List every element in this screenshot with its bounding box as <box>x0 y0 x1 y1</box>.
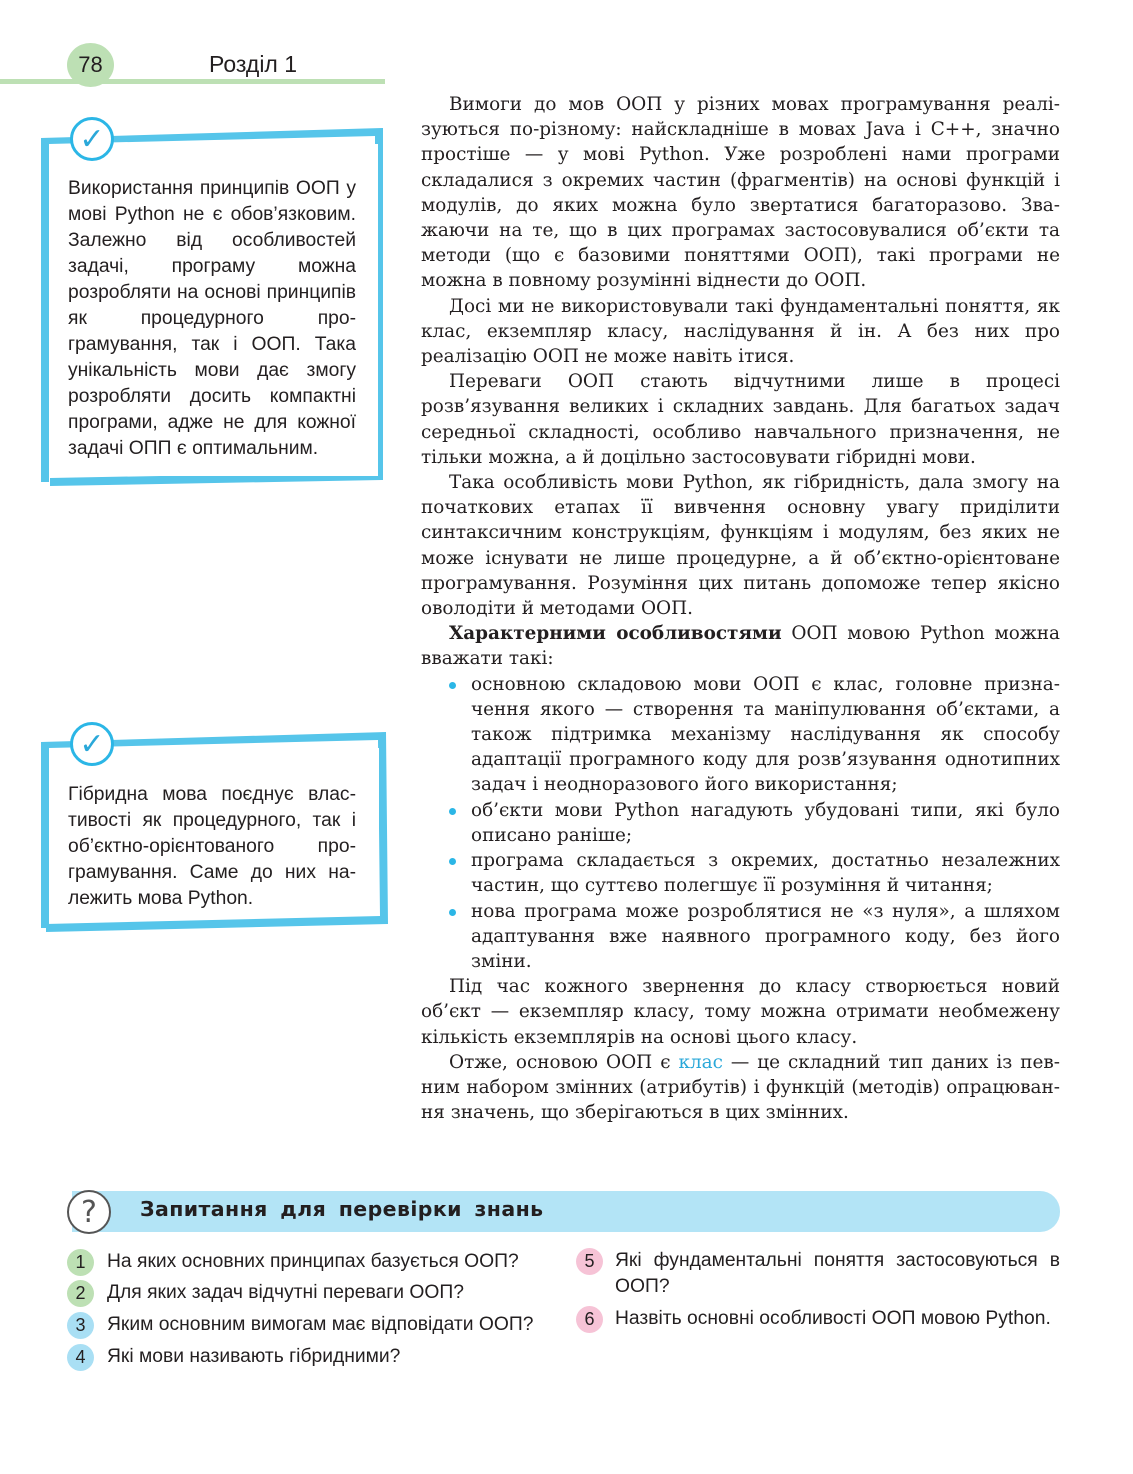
question-text: Яким основним вимогам має відповідати ООП? <box>107 1314 534 1335</box>
paragraph-end: — це складний тип даних із певним набором змінних (атрибутів) і функцій (методів) опрацювання значень, що зберігаються в цих змінних. <box>421 1051 1060 1124</box>
question-text: Які мови називають гібридними? <box>107 1346 401 1367</box>
features-list <box>421 672 1060 974</box>
questions-title: Запитання для перевірки знань <box>140 1197 544 1221</box>
question-text: На яких основних принципах базується ООП? <box>107 1251 519 1272</box>
check-icon: ✓ <box>70 722 114 766</box>
paragraph-rest: ООП мовою Python можна вважати такі: <box>421 623 1061 670</box>
question-number: 5 <box>576 1248 603 1275</box>
check-icon: ✓ <box>70 117 114 161</box>
question-number: 4 <box>67 1344 94 1371</box>
paragraph: Вимоги до мов ООП у різних мовах програмування реалізуються по-різному: найскладніше в мовах Java і C++, значно простіше — у мові Python. Уже розроблені нами програми складалися з окремих частин (фрагментів) на основі функцій і модулів, до яких можна було звертатися багаторазово. Зважаючи на те, що в цих програмах застосовувалися об’єкти та методи (що є базовими поняттями ООП), такі програми не можна в повному розумінні віднести до ООП. <box>421 94 1060 292</box>
note-text-2: Гібридна мова поєднує властивості як процедурного, так і об’єктно-орієнтованого програмування. Саме до них належить мова Python. <box>68 784 356 909</box>
paragraph: Під час кожного звернення до класу створюється новий об’єкт — екземпляр класу, тому можна отримати необмежену кількість екземплярів на основі цього класу. <box>421 976 1060 1048</box>
note-text-1: Використання принципів ООП у мові Python не є обов’язковим. Залежно від особливостей задачі, програму можна розробляти на основі принципів як процедурного програмування, так і ООП. Така унікальність мови дає змогу розробляти досить компактні програми, адже не для кожної задачі ОПП є оптимальним. <box>68 178 356 459</box>
question-text: Які фундаментальні поняття застосовуються в ООП? <box>615 1250 1060 1297</box>
paragraph <box>421 1050 1060 1126</box>
question-number: 6 <box>576 1306 603 1333</box>
paragraph-start: Отже, основою ООП є <box>449 1051 679 1073</box>
list-item: основною складовою мови ООП є клас, головне призначення якого — створення та маніпулювання об’єктами, а також підтримка механізму наслідування як способу адаптації програмного коду для розв’язування однотипних задач і неодноразового його використання; <box>471 672 1060 798</box>
question-number: 3 <box>67 1312 94 1339</box>
question-text: Назвіть основні особливості ООП мовою Python. <box>615 1308 1051 1329</box>
header-rule <box>0 79 385 84</box>
page-number: 78 <box>67 43 114 87</box>
question-icon: ? <box>67 1190 111 1234</box>
bold-term: Характерними особливостями <box>449 623 782 645</box>
paragraph: Така особливість мови Python, як гібридність, дала змогу на початкових етапах її вивчення основну увагу приділити синтаксичним конструкціям, функціям і модулям, без яких не може існувати не лише процедурне, а й об’єктно-орієнтоване програмування. Розуміння цих питань допоможе тепер якісно оволодіти й методами ООП. <box>421 472 1060 620</box>
list-item: нова програма може розроблятися не «з нуля», а шляхом адаптування вже наявного програмного коду, без його зміни. <box>471 899 1060 975</box>
paragraph: Переваги ООП стають відчутними лише в процесі розв’язування великих і складних завдань. Для багатьох задач середньої складності, особливо навчального призначення, не тільки можна, а й доцільно застосовувати гібридні мови. <box>421 371 1060 468</box>
question-text: Для яких задач відчутні переваги ООП? <box>107 1282 464 1303</box>
list-item: об’єкти мови Python нагадують убудовані типи, які було описано раніше; <box>471 798 1060 848</box>
question-number: 1 <box>67 1249 94 1276</box>
term-class: клас <box>678 1051 723 1073</box>
list-item: програма складається з окремих, достатньо незалежних частин, що суттєво полегшує її розуміння й читання; <box>471 848 1060 898</box>
question-number: 2 <box>67 1280 94 1307</box>
main-text <box>421 92 1060 1125</box>
section-title: Розділ 1 <box>209 51 298 77</box>
paragraph: Досі ми не використовували такі фундаментальні поняття, як клас, екземпляр класу, наслідування й ін. А без них про реалізацію ООП не може навіть ітися. <box>421 295 1060 368</box>
paragraph <box>421 621 1060 671</box>
